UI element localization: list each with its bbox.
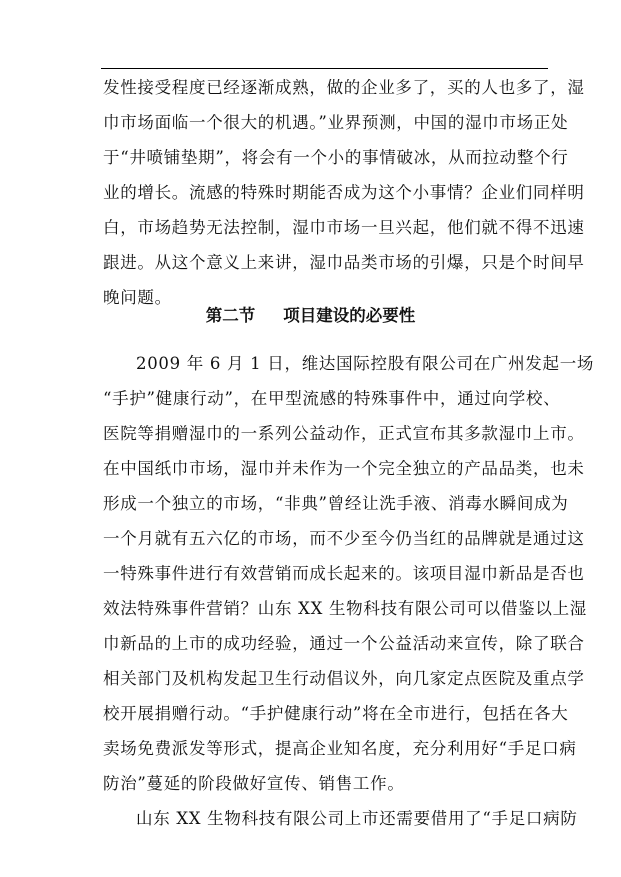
text-line: “手护”健康行动”，在甲型流感的特殊事件中，通过向学校、 — [103, 389, 561, 408]
text-line: 效法特殊事件营销？山东 XX 生物科技有限公司可以借鉴以上湿 — [103, 599, 587, 618]
section-title: 项目建设的必要性 — [283, 306, 416, 325]
header-rule — [101, 68, 548, 69]
text-line: 白，市场趋势无法控制，湿巾市场一旦兴起，他们就不得不迅速 — [103, 218, 585, 237]
text-line: 一个月就有五六亿的市场，而不少至今仍当红的品牌就是通过这 — [103, 529, 585, 548]
text-line: 校开展捐赠行动。“手护健康行动”将在全市进行，包括在各大 — [103, 704, 569, 723]
text-line: 跟进。从这个意义上来讲，湿巾品类市场的引爆，只是个时间早 — [103, 253, 585, 272]
text-line: 形成一个独立的市场，“非典”曾经让洗手液、消毒水瞬间成为 — [103, 494, 569, 513]
text-line: 晚问题。 — [103, 288, 172, 307]
text-line: 巾新品的上市的成功经验，通过一个公益活动来宣传，除了联合 — [103, 634, 585, 653]
text-line: 巾市场面临一个很大的机遇。”业界预测，中国的湿巾市场正处 — [103, 113, 569, 132]
text-line: 2009 年 6 月 1 日，维达国际控股有限公司在广州发起一场 — [136, 354, 595, 373]
text-line: 业的增长。流感的特殊时期能否成为这个小事情？企业们同样明 — [103, 183, 585, 202]
text-line: 防治”蔓延的阶段做好宣传、销售工作。 — [103, 774, 405, 793]
text-line: 相关部门及机构发起卫生行动倡议外，向几家定点医院及重点学 — [103, 669, 585, 688]
section-heading — [0, 306, 621, 326]
text-line: 发性接受程度已经逐渐成熟，做的企业多了，买的人也多了，湿 — [103, 78, 585, 97]
text-line: 山东 XX 生物科技有限公司上市还需要借用了“手足口病防 — [136, 809, 578, 828]
text-line: 于“井喷铺垫期”，将会有一个小的事情破冰，从而拉动整个行 — [103, 148, 569, 167]
section-number: 第二节 — [205, 306, 256, 325]
text-line: 一特殊事件进行有效营销而成长起来的。该项目湿巾新品是否也 — [103, 564, 585, 583]
text-line: 卖场免费派发等形式，提高企业知名度，充分利用好“手足口病 — [103, 739, 577, 758]
text-line: 医院等捐赠湿巾的一系列公益动作，正式宣布其多款湿巾上市。 — [103, 424, 585, 443]
text-line: 在中国纸巾市场，湿巾并未作为一个完全独立的产品品类，也未 — [103, 459, 585, 478]
